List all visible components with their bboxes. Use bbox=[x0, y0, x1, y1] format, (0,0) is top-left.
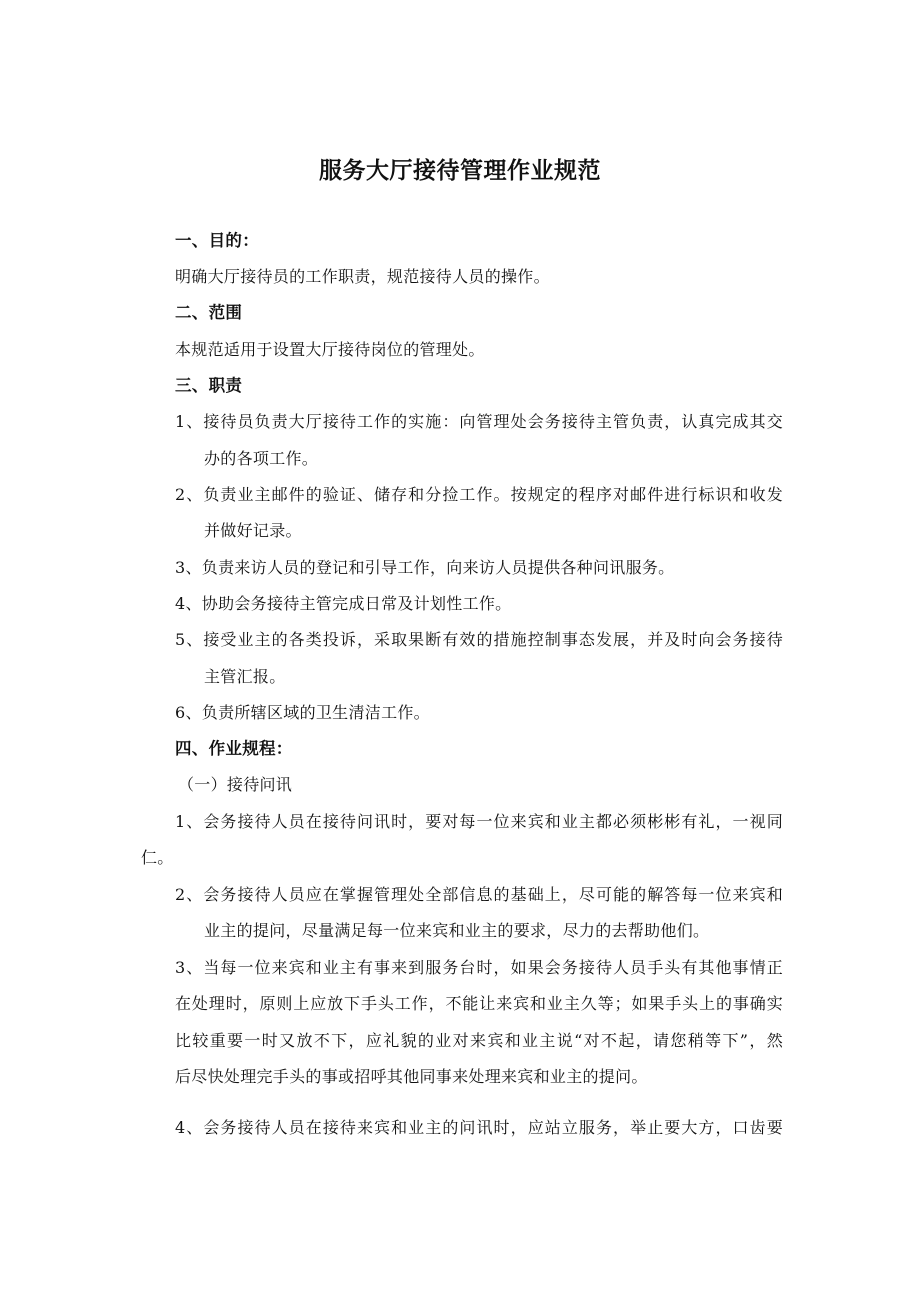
procedure-item-2-line-2: 业主的提问，尽量满足每一位来宾和业主的要求，尽力的去帮助他们。 bbox=[204, 921, 710, 940]
subsection-heading-reception: （一）接待问讯 bbox=[178, 775, 293, 794]
procedure-item-2-line-1: 2、会务接待人员应在掌握管理处全部信息的基础上，尽可能的解答每一位来宾和 bbox=[175, 885, 783, 904]
duty-item-1-line-2: 办的各项工作。 bbox=[204, 449, 319, 468]
section-heading-duties: 三、职责 bbox=[175, 376, 243, 395]
section-heading-purpose: 一、目的： bbox=[175, 231, 259, 250]
duty-item-3: 3、负责来访人员的登记和引导工作，向来访人员提供各种问讯服务。 bbox=[175, 558, 675, 577]
duty-item-5-line-1: 5、接受业主的各类投诉，采取果断有效的措施控制事态发展，并及时向会务接待 bbox=[175, 630, 783, 649]
duty-item-2-line-1: 2、负责业主邮件的验证、储存和分捡工作。按规定的程序对邮件进行标识和收发 bbox=[175, 485, 783, 504]
procedure-item-1-line-2: 仁。 bbox=[141, 848, 174, 867]
document-title: 服务大厅接待管理作业规范 bbox=[319, 158, 601, 184]
paragraph-scope: 本规范适用于设置大厅接待岗位的管理处。 bbox=[175, 340, 485, 359]
procedure-item-3-line-3: 比较重要一时又放不下，应礼貌的业对来宾和业主说“对不起，请您稍等下”，然 bbox=[175, 1031, 783, 1050]
duty-item-2-line-2: 并做好记录。 bbox=[204, 521, 302, 540]
duty-item-4: 4、协助会务接待主管完成日常及计划性工作。 bbox=[175, 594, 512, 613]
paragraph-purpose: 明确大厅接待员的工作职责，规范接待人员的操作。 bbox=[175, 267, 550, 286]
section-heading-procedure: 四、作业规程： bbox=[175, 739, 293, 758]
procedure-item-4-line-1: 4、会务接待人员在接待来宾和业主的问讯时，应站立服务，举止要大方，口齿要 bbox=[175, 1118, 783, 1137]
duty-item-6: 6、负责所辖区域的卫生清洁工作。 bbox=[175, 703, 430, 722]
procedure-item-3-line-1: 3、当每一位来宾和业主有事来到服务台时，如果会务接待人员手头有其他事情正 bbox=[175, 958, 783, 977]
procedure-item-3-line-4: 后尽快处理完手头的事或招呼其他同事来处理来宾和业主的提问。 bbox=[175, 1067, 648, 1086]
duty-item-5-line-2: 主管汇报。 bbox=[204, 667, 286, 686]
section-heading-scope: 二、范围 bbox=[175, 303, 243, 322]
procedure-item-1-line-1: 1、会务接待人员在接待问讯时，要对每一位来宾和业主都必须彬彬有礼，一视同 bbox=[175, 812, 783, 831]
procedure-item-3-line-2: 在处理时，原则上应放下手头工作，不能让来宾和业主久等；如果手头上的事确实 bbox=[175, 994, 783, 1013]
duty-item-1-line-1: 1、接待员负责大厅接待工作的实施：向管理处会务接待主管负责，认真完成其交 bbox=[175, 412, 783, 431]
